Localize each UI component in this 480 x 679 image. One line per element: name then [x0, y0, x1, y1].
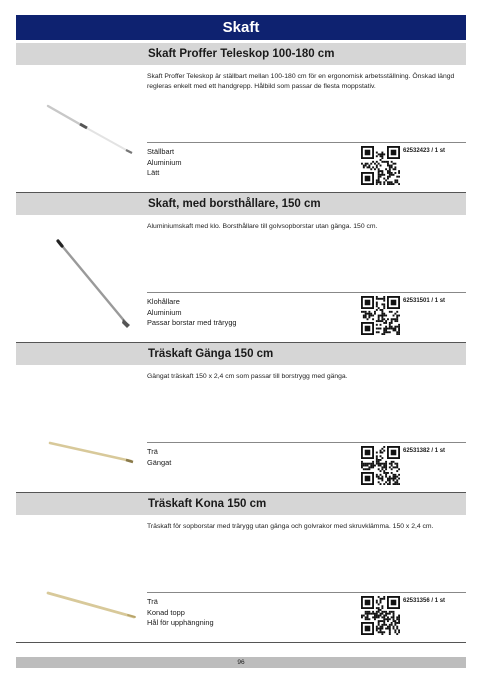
feature-item: Klohållare	[147, 297, 180, 306]
divider	[147, 442, 466, 443]
feature-item: Passar borstar med trärygg	[147, 318, 237, 328]
page-footer	[16, 657, 466, 668]
feature-list	[147, 297, 237, 329]
product-title: Träskaft Kona 150 cm	[16, 493, 466, 515]
product-title: Skaft Proffer Teleskop 100-180 cm	[16, 43, 466, 65]
product-description: Aluminiumskaft med klo. Borsthållare till golvsopborstar utan gänga. 150 cm.	[147, 223, 378, 230]
product-card	[16, 43, 466, 193]
product-description: Gängat träskaft 150 x 2,4 cm som passar till borstrygg med gänga.	[147, 373, 348, 380]
qr-code-icon	[361, 596, 400, 635]
page-title: Skaft	[222, 19, 260, 36]
page-header	[16, 15, 466, 40]
divider	[147, 292, 466, 293]
article-number: 62531382 / 1 st	[403, 448, 446, 454]
feature-item: Aluminium	[147, 157, 182, 167]
divider	[147, 592, 466, 593]
feature-item: Ställbart	[147, 147, 175, 156]
product-card	[16, 343, 466, 493]
qr-code-icon	[361, 296, 400, 335]
article-number: 62531501 / 1 st	[403, 298, 446, 304]
product-card	[16, 493, 466, 643]
page-number: 96	[237, 659, 245, 666]
article-number: 62531356 / 1 st	[403, 598, 446, 604]
product-card	[16, 193, 466, 343]
article-number: 62532423 / 1 st	[403, 148, 446, 154]
feature-item: Gängat	[147, 457, 172, 467]
feature-item: Lätt	[147, 168, 160, 178]
feature-item: Trä	[147, 597, 158, 606]
feature-list	[147, 597, 214, 629]
qr-code-icon	[361, 146, 400, 185]
qr-code-icon	[361, 446, 400, 485]
conical-wooden-handle-icon	[38, 521, 142, 637]
divider	[147, 142, 466, 143]
telescopic-aluminium-handle-icon	[38, 71, 142, 187]
product-description: Skaft Proffer Teleskop är ställbart mellan 100-180 cm för en ergonomisk arbetsställning. Önskad längd regleras enkelt med ett handgrepp. Hålbild som passar de flesta moppstativ.	[147, 73, 455, 90]
feature-item: Trä	[147, 447, 158, 456]
feature-item: Aluminium	[147, 307, 182, 317]
aluminium-handle-with-claw-icon	[38, 221, 142, 337]
product-title: Träskaft Gänga 150 cm	[16, 343, 466, 365]
product-title: Skaft, med borsthållare, 150 cm	[16, 193, 466, 215]
product-description: Träskaft för sopborstar med trärygg utan gänga och golvrakor med skruvklämma. 150 x 2,4 cm.	[147, 523, 434, 530]
feature-item: Hål för upphängning	[147, 618, 214, 628]
threaded-wooden-handle-icon	[38, 371, 142, 487]
feature-item: Konad topp	[147, 607, 185, 617]
feature-list	[147, 447, 171, 468]
feature-list	[147, 147, 182, 179]
